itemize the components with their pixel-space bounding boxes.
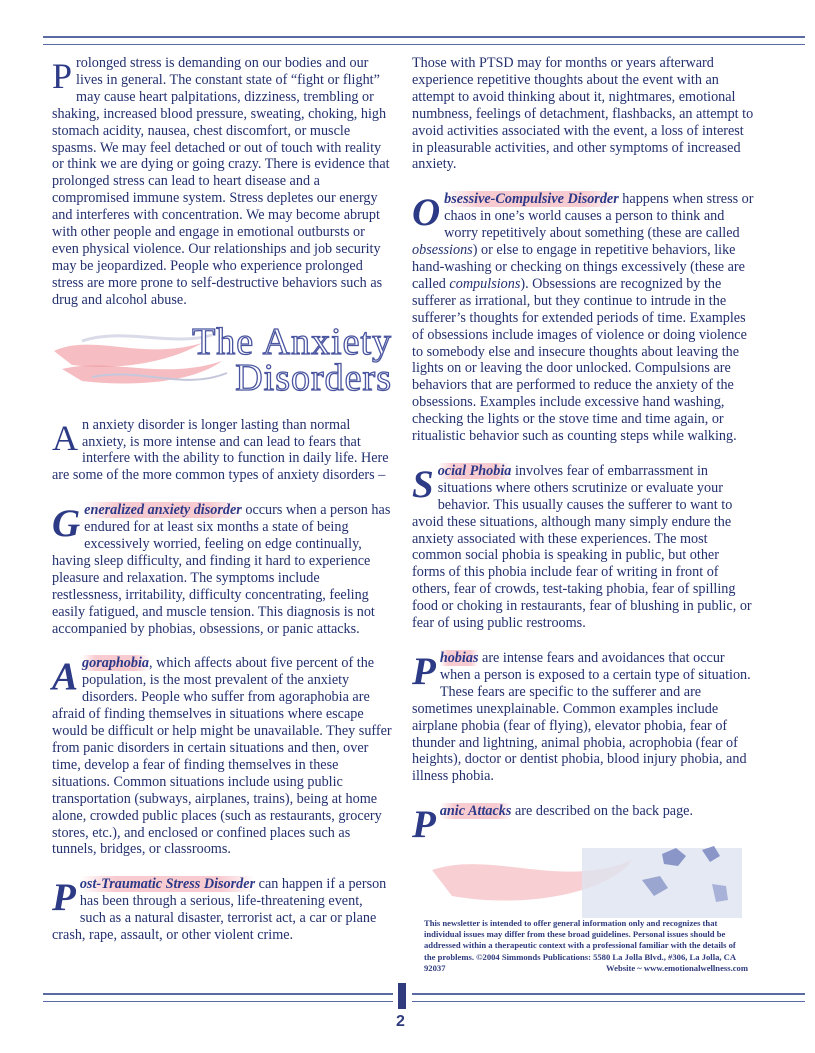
- intro-paragraph: [52, 55, 392, 309]
- ptsd-paragraph: [52, 876, 392, 944]
- gad-text: occurs when a person has endured for at least six months a state of being excessively worried, feeling on edge continually, having sleep difficulty, and finding it hard to experience pleasure and relaxation. The symptoms include restlessness, irritability, difficulty concentrating, feeling easily fatigued, and muscle tension. This diagnosis is not accompanied by phobias, obsessions, or panic attacks.: [52, 502, 391, 637]
- phobias-paragraph: [412, 650, 754, 785]
- ocd-text-b: ) or else to engage in repetitive behaviors, like hand-washing or checking on things excessively (these are called: [412, 242, 745, 292]
- ocd-em-obsessions: obsessions: [412, 242, 473, 259]
- anxiety-intro-text: n anxiety disorder is longer lasting than normal anxiety, is more intense and can lead to fears that interfere with the ability to function in daily life. Here are some of the more common types of anxiety disorders –: [52, 416, 389, 484]
- bottom-rule-left: [43, 993, 393, 1002]
- anxiety-dropcap: A: [52, 417, 78, 458]
- social-dropcap: S: [412, 462, 434, 506]
- headline-line-1: The Anxiety: [192, 320, 392, 363]
- page-number: 2: [396, 1013, 405, 1030]
- panic-dropcap: P: [412, 803, 436, 847]
- social-term: ocial Phobia: [437, 462, 512, 479]
- anxiety-intro-paragraph: [52, 417, 392, 485]
- agoraphobia-text: , which affects about five percent of the population, is the most prevalent of the anxiety disorders. People who suffer from agoraphobia are afraid of finding themselves in situations where escape would be difficult or help might be unavailable. They suffer from panic disorders in certain situations and then, over time, develop a fear of finding themselves in these situations. Common situations include using public transportation (subways, airplanes, trains), being at home alone, crowded public places (such as restaurants, grocery stores, etc.), and enclosed or confined places such as tunnels, bridges, or classrooms.: [52, 655, 392, 858]
- bottom-rule-right: [412, 993, 805, 1002]
- ocd-term: bsessive-Compulsive Disorder: [444, 191, 619, 208]
- right-column: [412, 55, 754, 914]
- agoraphobia-paragraph: [52, 655, 392, 858]
- gad-paragraph: [52, 502, 392, 637]
- ptsd-term: ost-Traumatic Stress Disorder: [79, 876, 256, 893]
- phobias-dropcap: P: [412, 650, 436, 693]
- ocd-em-compulsions: compulsions: [449, 275, 521, 292]
- left-column: [52, 55, 392, 944]
- panic-text: are described on the back page.: [511, 803, 694, 820]
- phobias-text: are intense fears and avoidances that occur when a person is exposed to a certain type of situation. These fears are specific to the sufferer and are sometimes unexplainable. Common examples include airplane phobia (fear of flying), elevator phobia, fear of thunder and lightning, animal phobia, acrophobia (fear of heights), doctor or dentist phobia, blood injury phobia, and illness phobia.: [412, 650, 751, 785]
- panic-term: anic Attacks: [439, 803, 512, 820]
- intro-text: rolonged stress is demanding on our bodies and our lives in general. The constant state of “fight or flight” may cause heart palpitations, dizziness, trembling or shaking, increased blood pressure, sweating, choking, high stomach acidity, nausea, chest discomfort, or muscle spasms. We may feel detached or out of touch with reality or think we are dying or going crazy. There is evidence that prolonged stress can lead to heart disease and a compromised immune system. Stress depletes our energy and interferes with concentration. We may become abrupt with other people and engage in emotional outbursts or even physical violence. Our relationships and job security may be jeopardized. People who experience prolonged stress are more prone to self-destructive behaviors such as drug and alcohol abuse.: [52, 55, 390, 308]
- social-phobia-paragraph: [412, 463, 754, 632]
- decorative-collage: [412, 832, 754, 914]
- page-marker-bar: [398, 983, 406, 1009]
- ocd-paragraph: [412, 191, 754, 445]
- ocd-text-c: ). Obsessions are recognized by the sufferer as irrational, but they continue to intrude in the sufferer’s thoughts for extended periods of time. Examples of obsessions include images of violence or doing violence to somebody else and insecure thoughts about leaving the lights on or leaving the door unlocked. Compulsions are behaviors that are performed to reduce the anxiety of the obsessions. Examples include excessive hand washing, checking the lights or the stove time and time again, or ritualistic behavior such as counting steps while walking.: [412, 275, 747, 445]
- gad-dropcap: G: [52, 502, 81, 546]
- ptsd-text: can happen if a person has been through a serious, life-threatening event, such as a natural disaster, terrorist act, a car or plane crash, rape, assault, or other violent crime.: [52, 876, 387, 944]
- headline-line-2: Disorders: [235, 356, 392, 399]
- ocd-dropcap: O: [412, 191, 441, 235]
- phobias-term: hobias: [439, 650, 479, 666]
- agoraphobia-dropcap: A: [52, 655, 79, 699]
- panic-paragraph: [412, 803, 754, 847]
- collage-graphic: [412, 840, 752, 922]
- ptsd-dropcap: P: [52, 876, 76, 920]
- footer-note-text: This newsletter is intended to offer general information only and recognizes that individual issues may differ from these broad guidelines. Personal issues should be addressed within a therapeutic context with a professional familiar with the details of the problems. ©2004 Simmonds Publications: 5580 La Jolla Blvd., #306, La Jolla, CA 92037: [424, 918, 736, 973]
- intro-dropcap: P: [52, 56, 73, 96]
- footer-website: Website ~ www.emotionalwellness.com: [606, 963, 748, 974]
- ocd-text-a: happens when stress or chaos in one’s world causes a person to think and worry repetitively about something (these are called: [444, 191, 754, 242]
- social-text: involves fear of embarrassment in situations where others scrutinize or evaluate your behavior. This usually causes the sufferer to want to avoid these situations, although many simply endure the anxiety associated with these experiences. The most common social phobia is speaking in public, but other forms of this phobia include fear of writing in front of others, fear of crowds, test-taking phobia, fear of spilling food or choking in restaurants, fear of blushing in public, or fear of using public restrooms.: [412, 462, 752, 632]
- footer-disclaimer: [424, 918, 748, 974]
- section-headline: [52, 321, 392, 399]
- ptsd-continued-paragraph: Those with PTSD may for months or years afterward experience repetitive thoughts about the event with an attempt to avoid thinking about it, nightmares, emotional numbness, feelings of detachment, flashbacks, an attempt to avoid activities associated with the event, a loss of interest in pleasurable activities, and other symptoms of increased anxiety.: [412, 55, 754, 173]
- top-rule: [43, 36, 805, 45]
- gad-term: eneralized anxiety disorder: [84, 502, 242, 519]
- agoraphobia-term: goraphobia: [82, 655, 150, 672]
